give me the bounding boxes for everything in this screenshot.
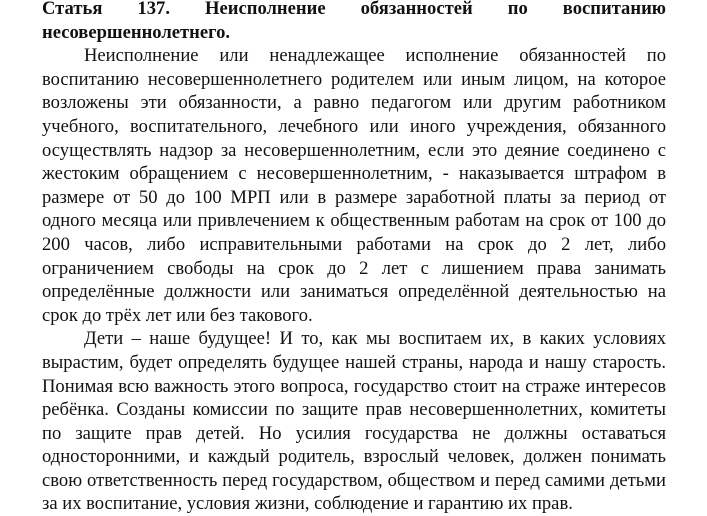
commentary-paragraph: Дети – наше будущее! И то, как мы воспитаем их, в каких условиях вырастим, будет определять будущее нашей страны, народа и нашу старость. Понимая всю важность этого вопроса, государство стоит на страже интересов ребёнка. Созданы комиссии по защите прав несовершеннолетних, комитеты по защите прав детей. Но усилия государства не должны оставаться односторонними, и каждый родитель, взрослый человек, должен понимать свою ответственность перед государством, обществом и перед самими детьми за их воспитание, условия жизни, соблюдение и гарантию их прав. xyxy=(42,328,666,515)
article-heading: Статья 137. Неисполнение обязанностей по воспитанию несовершеннолетнего. xyxy=(42,0,666,43)
article-paragraph: Неисполнение или ненадлежащее исполнение обязанностей по воспитанию несовершеннолетнего родителем или иным лицом, на которое возложены эти обязанности, а равно педагогом или другим работником учебного, воспитательного, лечебного или иного учреждения, обязанного осуществлять надзор за несовершеннолетним, если это деяние соединено с жестоким обращением с несовершеннолетним, - наказывается штрафом в размере от 50 до 100 МРП или в размере заработной платы за период от одного месяца или привлечением к общественным работам на срок от 100 до 200 часов, либо исправительными работами на срок до 2 лет, либо ограничением свободы на срок до 2 лет с лишением права занимать определённые должности или заниматься определённой деятельностью на срок до трёх лет или без такового. xyxy=(42,45,666,326)
document-page xyxy=(42,0,666,516)
